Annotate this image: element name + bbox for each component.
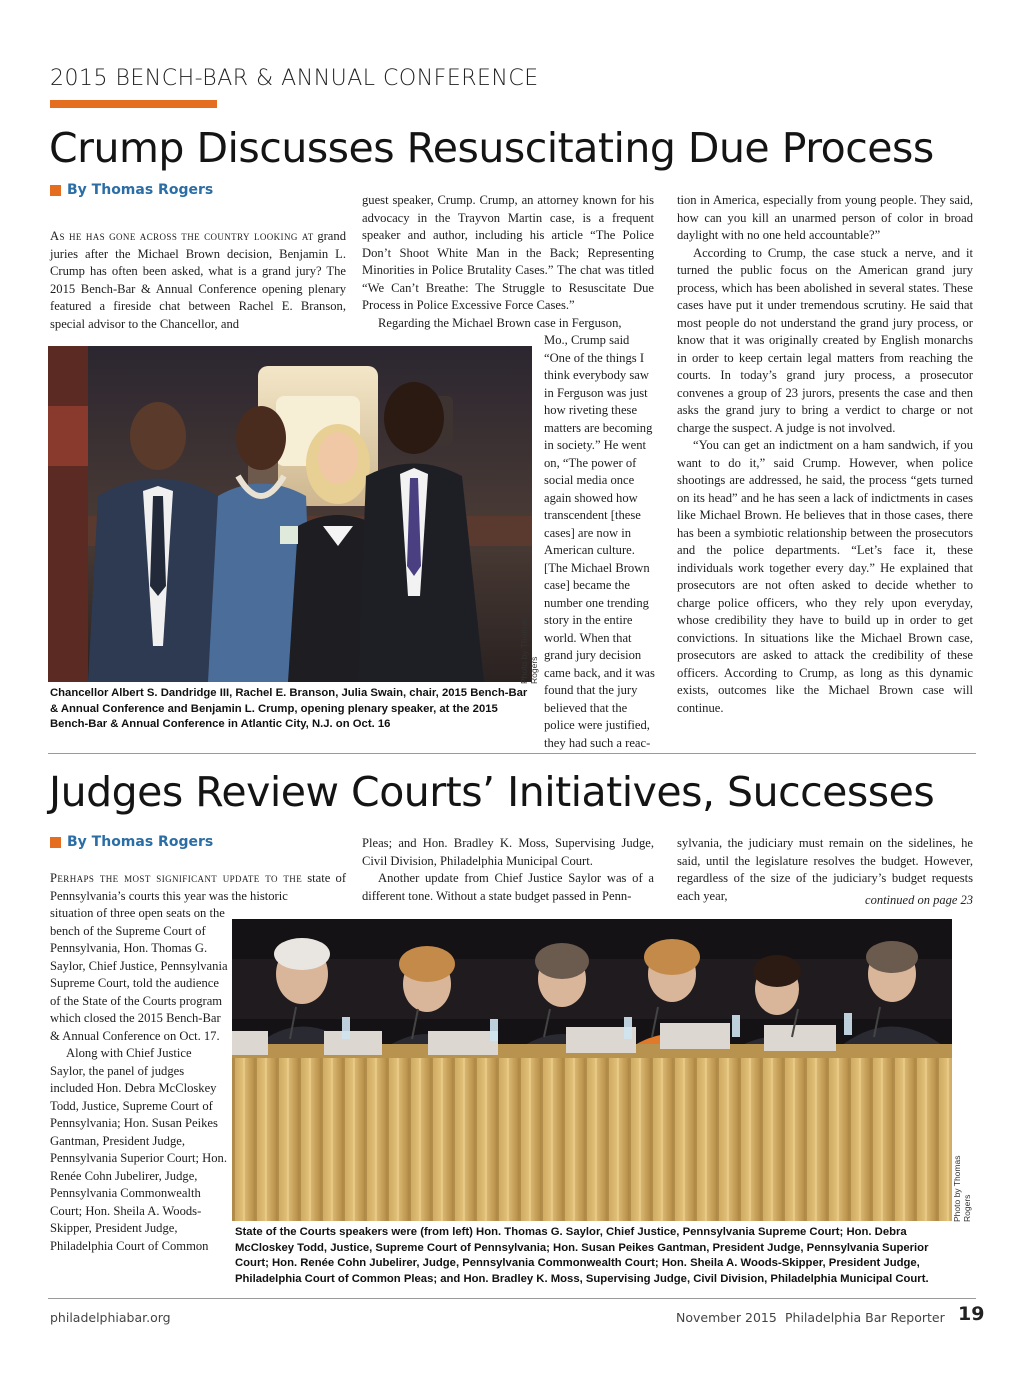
article1-photo-credit: Photo by Thomas Rogers	[519, 617, 539, 684]
article2-photo	[232, 919, 952, 1221]
byline-square-icon	[50, 185, 61, 196]
article2-col1-p2: Along with Chief Justice Saylor, the panel of judges included Hon. Debra McCloskey Todd, Justice, Supreme Court of Pennsylvania; Hon. Susan Peikes Gantman, President Judge, Pennsylvania Superior Court; Hon. Renée Cohn Jubelirer, Judge, Pennsylvania Commonwealth Court; Hon. Sheila A. Woods-Skipper, President Judge, Philadelphia Court of Common	[50, 1046, 227, 1253]
footer-rule	[48, 1298, 976, 1299]
article2-column2	[362, 835, 654, 905]
article2-byline-text: By Thomas Rogers	[67, 834, 214, 850]
article2-column1-narrow	[50, 905, 228, 1255]
footer-publication: Philadelphia Bar Reporter	[785, 1310, 945, 1325]
byline-square-icon	[50, 837, 61, 848]
footer-issue: November 2015	[676, 1310, 777, 1325]
article2-col2-p2: Another update from Chief Justice Saylor was of a different tone. Without a state budget passed in Penn-	[362, 871, 654, 903]
article1-col3-p2: According to Crump, the case stuck a nerve, and it turned the public focus on the American grand jury process, which has been abolished in several states. These cases have put it under tremendous scrutiny. He said that most people do not understand the grand jury process, or know that it was originally created by English monarchs in order to keep certain legal matters from reaching the courts. In today’s grand jury process, a prosecutor convenes a group of 23 jurors, presents the case and then asks the grand jury to bring a verdict to charge or not charge the suspect. A judge is not involved.	[677, 245, 973, 435]
article-divider	[48, 753, 976, 754]
article1-column2	[362, 192, 654, 332]
article1-headline: Crump Discusses Resuscitating Due Process	[49, 124, 934, 172]
article1-column3	[677, 192, 973, 717]
footer-page-number: 19	[958, 1303, 985, 1325]
article1-column1	[50, 228, 346, 333]
article1-col2-p2: Regarding the Michael Brown case in Ferguson,	[378, 315, 622, 330]
article1-col3-p3: “You can get an indictment on a ham sandwich, if you want to do it,” said Crump. However, when police shootings are addressed, he said, the process “gets turned on its head” and he has seen a lack of indictments in cases like Michael Brown. He believes that in those cases, there has been a symbiotic relationship between the prosecutors and the police departments. “Let’s face it, these individuals work together every day.” He explained that prosecutors are not often asked to decide whether to charge police officers, who they rely upon everyday, whose credibility they have to build up in order to get convictions. In situations like the Michael Brown case, prosecutors are asked to attack the credibility of these officers. According to Crump, as long as this dynamic exists, outcomes like the Michael Brown case will continue.	[677, 438, 973, 715]
article2-lead-in: Perhaps the most significant update to the	[50, 871, 303, 885]
article1-byline-text: By Thomas Rogers	[67, 182, 214, 198]
article1-col2-narrow-text: Mo., Crump said “One of the things I think everybody saw in Ferguson was just how riveting these matters are becoming in society.” He went on, “The power of social media once again showed how transcendent [these cases] are now in American culture. [The Michael Brown case] became the number one trending story in the entire world. When that grand jury decision came back, and it was found that the jury believed that the police were justified, they had such a reac-	[544, 333, 655, 750]
article1-lead-in: As he has gone across the country looking at	[50, 229, 314, 243]
article2-byline	[50, 834, 213, 850]
continued-note: continued on page 23	[865, 893, 973, 907]
article1-col2-p1: guest speaker, Crump. Crump, an attorney known for his advocacy in the Trayvon Martin case, is a frequent speaker and author, including his article “The Police Don’t Shoot White Man in the Back; Representing Minorities in Police Brutality Cases.” The chat was titled “We Can’t Breathe: The Struggle to Resuscitate Due Process in Police Excessive Force Cases.”	[362, 193, 654, 312]
section-accent-bar	[50, 100, 217, 108]
section-header: 2015 BENCH-BAR & ANNUAL CONFERENCE	[50, 66, 539, 91]
article1-byline	[50, 182, 213, 198]
article2-column1-top	[50, 870, 346, 905]
article2-col3-p1: sylvania, the judiciary must remain on the sidelines, he said, until the legislature resolves the budget. However, regardless of the size of the judiciary’s budget requests each year,	[677, 836, 973, 903]
footer-site: philadelphiabar.org	[50, 1310, 171, 1325]
article2-col1-wide: state of Pennsylvania’s courts this year was the historic	[50, 871, 347, 903]
article2-caption: State of the Courts speakers were (from left) Hon. Thomas G. Saylor, Chief Justice, Pennsylvania Supreme Court; Hon. Debra McCloskey Todd, Justice, Supreme Court of Pennsylvania; Hon. Susan Peikes Gantman, President Judge, Pennsylvania Superior Court; Hon. Renée Cohn Jubelirer, Judge, Pennsylvania Commonwealth Court; Hon. Sheila A. Woods-Skipper, President Judge, Philadelphia Court of Common Pleas; and Hon. Bradley K. Moss, Supervising Judge, Civil Division, Philadelphia Municipal Court.	[235, 1226, 929, 1285]
article2-col1-narrow: situation of three open seats on the bench of the Supreme Court of Pennsylvania, Hon. Thomas G. Saylor, Chief Justice, Pennsylvania Supreme Court, told the audience of the State of the Courts program which closed the 2015 Bench-Bar & Annual Conference on Oct. 17.	[50, 906, 228, 1043]
article2-col2-p1: Pleas; and Hon. Bradley K. Moss, Supervising Judge, Civil Division, Philadelphia Municipal Court.	[362, 836, 654, 868]
article1-caption: Chancellor Albert S. Dandridge III, Rachel E. Branson, Julia Swain, chair, 2015 Bench-Bar & Annual Conference and Benjamin L. Crump, opening plenary speaker, at the 2015 Bench-Bar & Annual Conference in Atlantic City, N.J. on Oct. 16	[50, 687, 528, 730]
article1-column2-narrow	[544, 332, 655, 752]
article1-photo	[48, 346, 532, 682]
article1-col3-p1: tion in America, especially from young people. They said, how can you kill an unarmed person of color in broad daylight with no one held accountable?”	[677, 193, 973, 242]
article1-col1-body: grand juries after the Michael Brown decision, Benjamin L. Crump has often been asked, what is a grand jury? The 2015 Bench-Bar & Annual Conference opening plenary featured a fireside chat between Rachel E. Branson, special advisor to the Chancellor, and	[50, 229, 346, 331]
article2-headline: Judges Review Courts’ Initiatives, Successes	[49, 768, 935, 816]
article2-photo-credit: Photo by Thomas Rogers	[952, 1155, 972, 1222]
